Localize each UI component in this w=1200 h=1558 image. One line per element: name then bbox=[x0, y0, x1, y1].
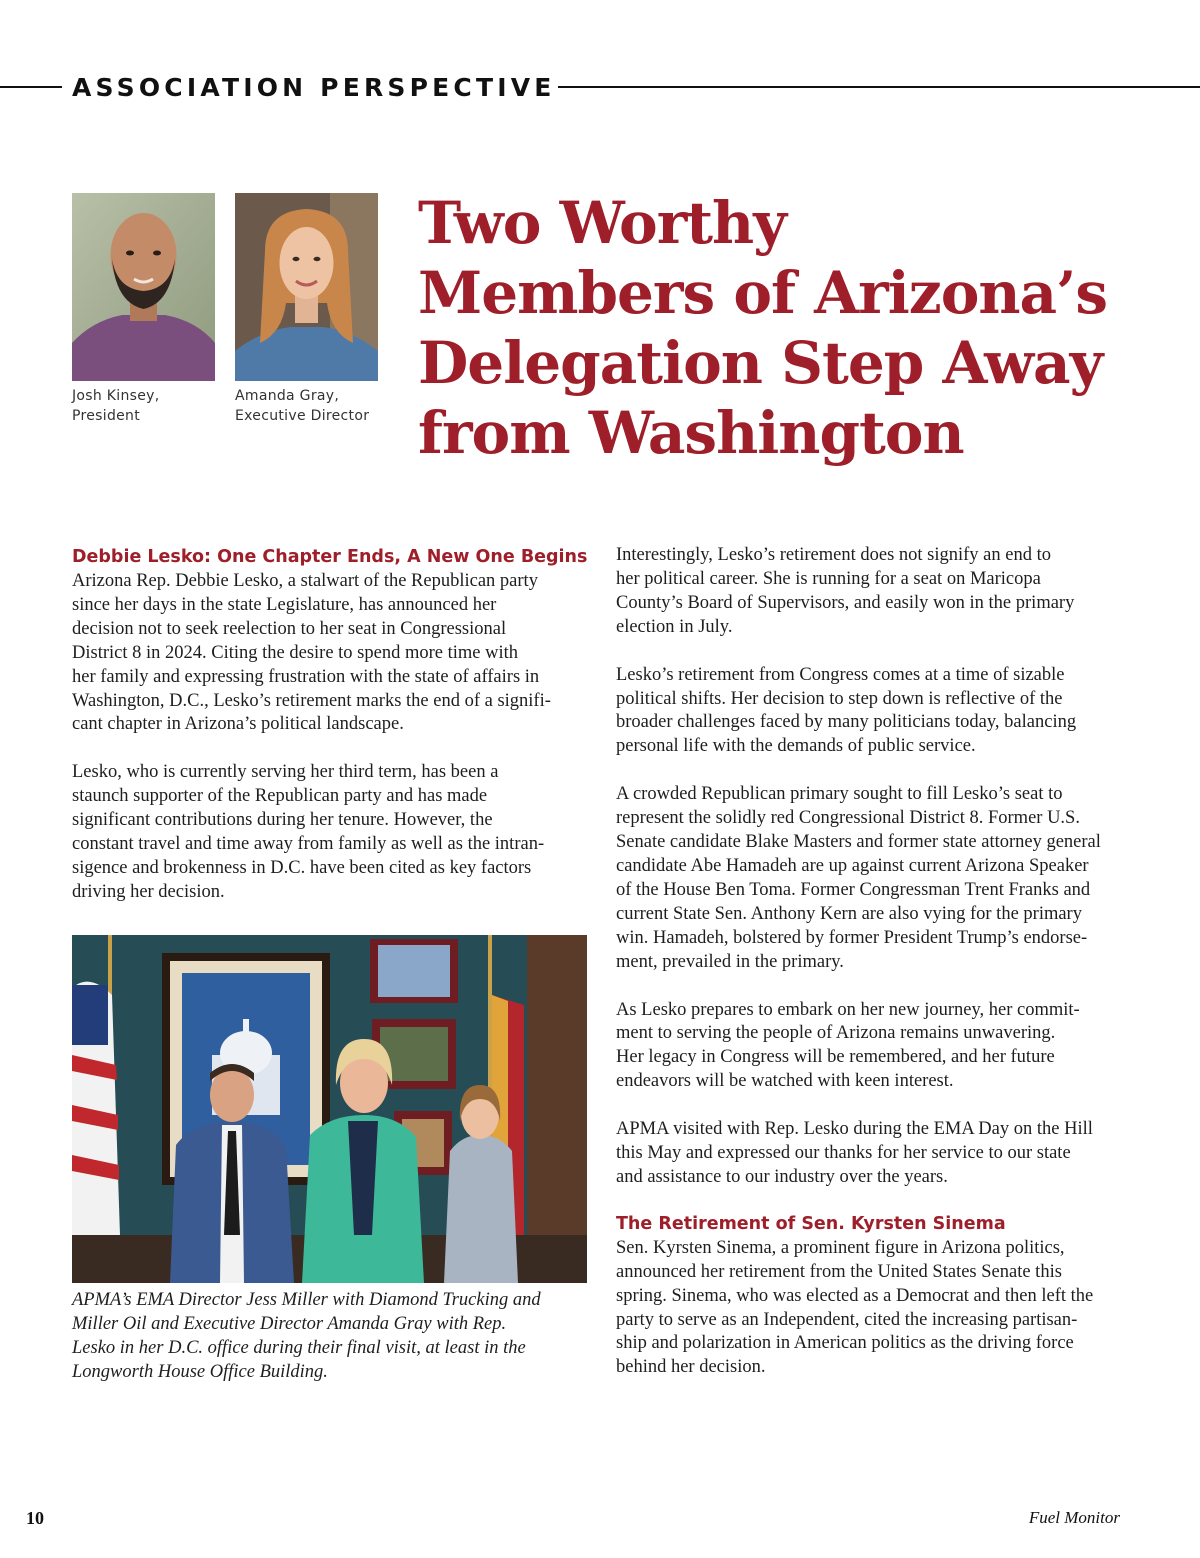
text-line: behind her decision. bbox=[616, 1357, 766, 1378]
subhead-lesko: Debbie Lesko: One Chapter Ends, A New One Begins bbox=[72, 547, 588, 567]
text-line: current State Sen. Anthony Kern are also vying for the primary bbox=[616, 903, 1082, 924]
author-name: Josh Kinsey, bbox=[72, 388, 160, 404]
left-column bbox=[72, 544, 592, 905]
paragraph bbox=[72, 761, 592, 904]
text-line: Her legacy in Congress will be remembered, and her future bbox=[616, 1047, 1055, 1068]
text-line: of the House Ben Toma. Former Congressman Trent Franks and bbox=[616, 879, 1091, 900]
caption-amanda-gray bbox=[235, 386, 369, 426]
page-number: 10 bbox=[26, 1508, 44, 1528]
paragraph bbox=[616, 1237, 1136, 1380]
text-line: election in July. bbox=[616, 616, 733, 637]
text-line: endeavors will be watched with keen interest. bbox=[616, 1071, 954, 1092]
text-line: her family and expressing frustration with the state of affairs in bbox=[72, 666, 540, 687]
header-rule-left bbox=[0, 86, 62, 88]
text-line: Lesko’s retirement from Congress comes at a time of sizable bbox=[616, 664, 1065, 685]
text-line: Senate candidate Blake Masters and former state attorney general bbox=[616, 832, 1101, 853]
text-line: win. Hamadeh, bolstered by former President Trump’s endorse- bbox=[616, 927, 1088, 948]
text-line: District 8 in 2024. Citing the desire to spend more time with bbox=[72, 642, 518, 663]
photo-caption bbox=[72, 1289, 592, 1385]
caption-josh-kinsey bbox=[72, 386, 160, 426]
right-column bbox=[616, 544, 1136, 1380]
headshot-josh-kinsey bbox=[72, 193, 215, 381]
headshot-amanda-gray bbox=[235, 193, 378, 381]
caption-line: Lesko in her D.C. office during their final visit, at least in the bbox=[72, 1337, 526, 1358]
paragraph bbox=[616, 544, 1136, 640]
author-role: Executive Director bbox=[235, 408, 370, 424]
paragraph bbox=[616, 664, 1136, 760]
text-line: ship and polarization in American politics as the driving force bbox=[616, 1333, 1074, 1354]
text-line: broader challenges faced by many politicians today, balancing bbox=[616, 712, 1077, 733]
caption-line: Longworth House Office Building. bbox=[72, 1361, 328, 1382]
text-line: announced her retirement from the United States Senate this bbox=[616, 1261, 1062, 1282]
text-line: Arizona Rep. Debbie Lesko, a stalwart of the Republican party bbox=[72, 571, 538, 591]
subhead-sinema: The Retirement of Sen. Kyrsten Sinema bbox=[616, 1213, 1006, 1234]
paragraph bbox=[616, 1118, 1136, 1190]
author-name: Amanda Gray, bbox=[235, 388, 340, 404]
text-line: since her days in the state Legislature, has announced her bbox=[72, 594, 497, 615]
text-line: represent the solidly red Congressional District 8. Former U.S. bbox=[616, 808, 1080, 829]
article-title bbox=[418, 188, 1178, 468]
title-line: Two Worthy bbox=[418, 189, 786, 257]
office-photo bbox=[72, 935, 587, 1283]
section-header bbox=[0, 70, 1200, 106]
text-line: party to serve as an Independent, cited the increasing partisan- bbox=[616, 1309, 1078, 1330]
text-line: her political career. She is running for a seat on Maricopa bbox=[616, 568, 1041, 589]
text-line: significant contributions during her tenure. However, the bbox=[72, 810, 493, 831]
text-line: cant chapter in Arizona’s political landscape. bbox=[72, 714, 404, 735]
paragraph bbox=[72, 570, 592, 737]
text-line: Sen. Kyrsten Sinema, a prominent figure in Arizona politics, bbox=[616, 1237, 1065, 1258]
text-line: ment, prevailed in the primary. bbox=[616, 951, 844, 972]
text-line: personal life with the demands of public service. bbox=[616, 736, 976, 757]
text-line: staunch supporter of the Republican party and has made bbox=[72, 786, 488, 807]
text-line: ment to serving the people of Arizona remains unwavering. bbox=[616, 1023, 1056, 1044]
text-line: this May and expressed our thanks for her service to our state bbox=[616, 1143, 1071, 1164]
caption-line: Miller Oil and Executive Director Amanda Gray with Rep. bbox=[72, 1313, 507, 1334]
text-line: As Lesko prepares to embark on her new journey, her commit- bbox=[616, 999, 1080, 1020]
author-role: President bbox=[72, 408, 141, 424]
text-line: decision not to seek reelection to her seat in Congressional bbox=[72, 618, 507, 639]
caption-line: APMA’s EMA Director Jess Miller with Diamond Trucking and bbox=[72, 1290, 541, 1310]
section-label: ASSOCIATION PERSPECTIVE bbox=[72, 73, 556, 102]
text-line: and assistance to our industry over the years. bbox=[616, 1166, 948, 1187]
paragraph bbox=[616, 783, 1136, 974]
paragraph bbox=[616, 999, 1136, 1095]
text-line: Lesko, who is currently serving her third term, has been a bbox=[72, 762, 499, 783]
text-line: County’s Board of Supervisors, and easily won in the primary bbox=[616, 592, 1075, 613]
text-line: spring. Sinema, who was elected as a Democrat and then left the bbox=[616, 1285, 1094, 1306]
publication-name: Fuel Monitor bbox=[1028, 1508, 1120, 1527]
text-line: driving her decision. bbox=[72, 881, 225, 902]
text-line: A crowded Republican primary sought to fill Lesko’s seat to bbox=[616, 784, 1063, 805]
header-rule-right bbox=[558, 86, 1200, 88]
text-line: constant travel and time away from family as well as the intran- bbox=[72, 834, 545, 855]
title-line: Members of Arizona’s bbox=[418, 259, 1107, 327]
text-line: Interestingly, Lesko’s retirement does not signify an end to bbox=[616, 545, 1051, 565]
title-line: from Washington bbox=[418, 399, 964, 467]
text-line: sigence and brokenness in D.C. have been cited as key factors bbox=[72, 857, 532, 878]
text-line: APMA visited with Rep. Lesko during the EMA Day on the Hill bbox=[616, 1119, 1093, 1140]
title-line: Delegation Step Away bbox=[418, 329, 1103, 397]
text-line: candidate Abe Hamadeh are up against current Arizona Speaker bbox=[616, 855, 1089, 876]
text-line: Washington, D.C., Lesko’s retirement marks the end of a signifi- bbox=[72, 690, 551, 711]
text-line: political shifts. Her decision to step down is reflective of the bbox=[616, 688, 1063, 709]
